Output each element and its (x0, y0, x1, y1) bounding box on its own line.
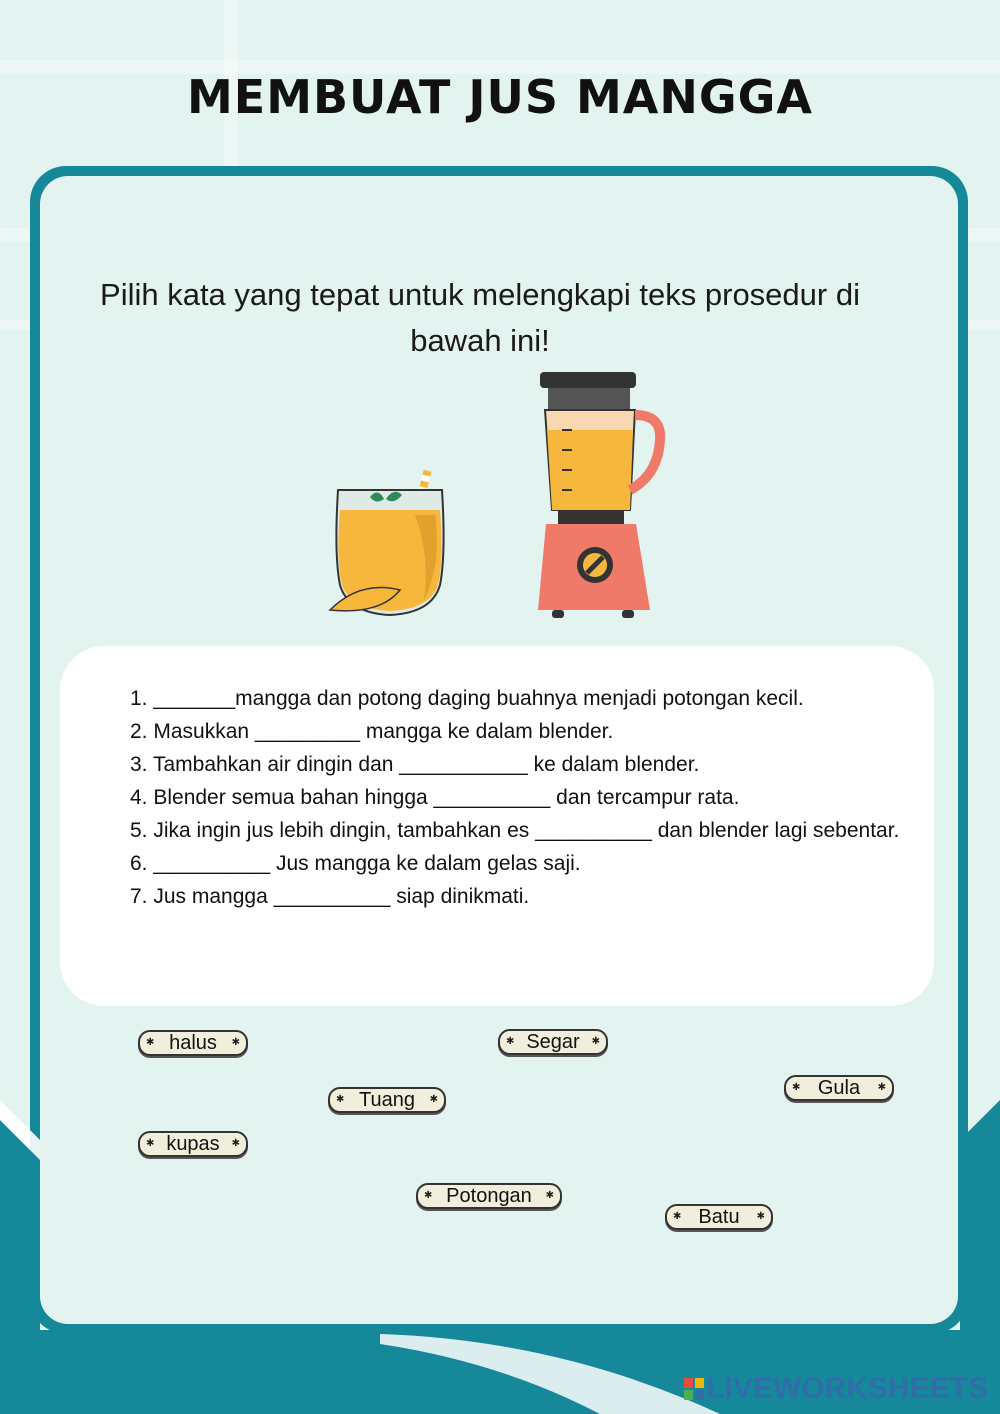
step-2: 2. Masukkan _________ mangga ke dalam blender. (130, 720, 614, 743)
bottom-curve-decoration (0, 1100, 1000, 1414)
word-chip-segar[interactable]: ✱ Segar ✱ (498, 1029, 608, 1055)
word-chip-halus[interactable]: ✱ halus ✱ (138, 1030, 248, 1056)
instruction-text: Pilih kata yang tepat untuk melengkapi teks prosedur di bawah ini! (100, 277, 860, 358)
step-5: 5. Jika ingin jus lebih dingin, tambahkan es __________ dan blender lagi sebentar. (130, 819, 900, 842)
procedure-steps (130, 682, 900, 913)
word-chip-gula[interactable]: ✱ Gula ✱ (784, 1075, 894, 1101)
word-chip-potongan[interactable]: ✱ Potongan ✱ (416, 1183, 562, 1209)
step-1: 1. _______mangga dan potong daging buahnya menjadi potongan kecil. (130, 687, 804, 710)
blender-icon (530, 370, 670, 620)
step-4: 4. Blender semua bahan hingga __________ dan tercampur rata. (130, 786, 740, 809)
word-chip-tuang[interactable]: ✱ Tuang ✱ (328, 1087, 446, 1113)
brand-text: LIVEWORKSHEETS (706, 1372, 988, 1405)
worksheet-title: MEMBUAT JUS MANGGA (187, 70, 813, 124)
step-3: 3. Tambahkan air dingin dan ___________ ke dalam blender. (130, 753, 700, 776)
word-chip-batu[interactable]: ✱ Batu ✱ (665, 1204, 773, 1230)
juice-glass-icon (320, 465, 460, 620)
step-7: 7. Jus mangga __________ siap dinikmati. (130, 885, 530, 908)
liveworksheets-brand (684, 1372, 988, 1406)
step-6: 6. __________ Jus mangga ke dalam gelas saji. (130, 852, 581, 875)
word-chip-kupas[interactable]: ✱ kupas ✱ (138, 1131, 248, 1157)
liveworksheets-logo-icon (684, 1378, 704, 1400)
